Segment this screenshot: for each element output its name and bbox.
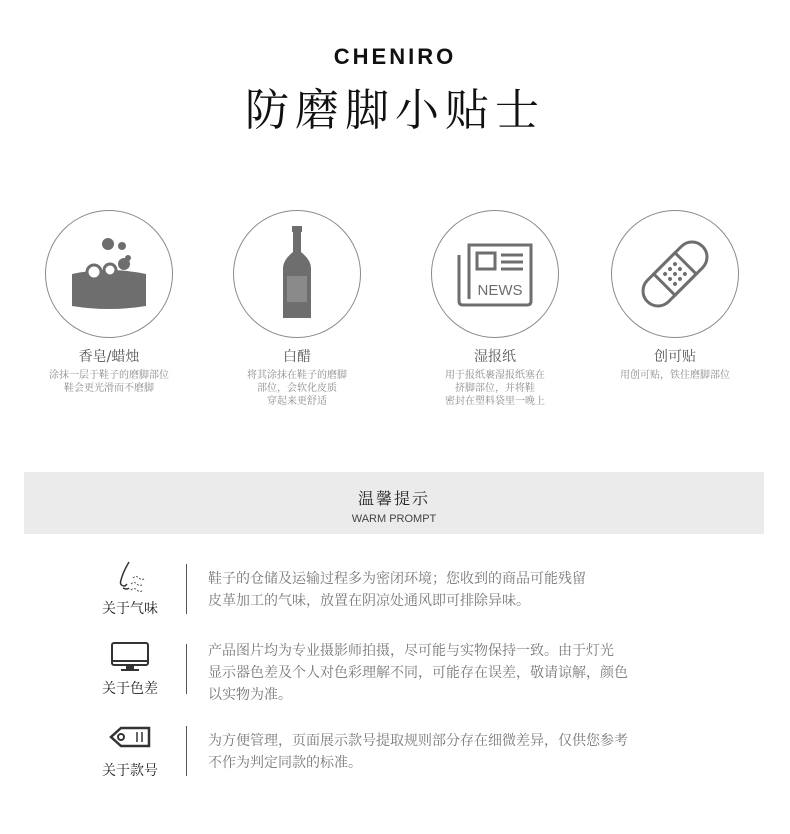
prompt-icon-wrap (90, 722, 170, 758)
prompt-icon-wrap (90, 640, 170, 676)
bandage-icon (630, 229, 720, 319)
tip-name: 创可贴 (654, 349, 696, 365)
prompt-text: 为方便管理，页面展示款号提取规则部分存在细微差异，仅供您参考 不作为判定同款的标准。 (208, 733, 628, 771)
newspaper-icon-label: NEWS (477, 282, 523, 299)
newspaper-icon (455, 241, 535, 307)
brand-logo: CHENIRO (333, 44, 457, 69)
tip-desc: 用创可贴，铁住磨脚部位 (620, 370, 730, 381)
tip-desc: 用于报纸裹湿报纸塞在 挤脚部位，并将鞋 密封在塑料袋里一晚上 (445, 370, 545, 407)
prompt-text: 鞋子的仓储及运输过程多为密闭环境；您收到的商品可能残留 皮革加工的气味，放置在阴凉处通风即可排除异味。 (208, 571, 586, 609)
tip-desc: 将其涂抹在鞋子的磨脚 部位，会软化皮质 穿起来更舒适 (247, 370, 347, 407)
prompt-divider (186, 644, 187, 694)
tip-bandage (590, 210, 760, 382)
warm-prompt-banner (24, 472, 764, 534)
price-tag-icon (107, 722, 153, 752)
prompt-smell (90, 560, 730, 620)
tip-name: 湿报纸 (474, 349, 516, 365)
page-title: 防磨脚小贴士 (245, 85, 545, 136)
tip-desc: 涂抹一层于鞋子的磨脚部位 鞋会更光滑而不磨脚 (49, 370, 169, 394)
tip-name: 香皂/蜡烛 (78, 349, 140, 365)
prompt-icon-wrap (90, 560, 170, 596)
smell-icon (113, 560, 147, 596)
soap-icon (64, 234, 154, 314)
prompt-text: 产品图片均为专业摄影师拍摄，尽可能与实物保持一致。由于灯光 显示器色差及个人对色彩理解不同，可能存在误差，敬请谅解，颜色 以实物为准。 (208, 643, 628, 703)
tip-icon-circle (45, 210, 173, 338)
prompt-divider (186, 564, 187, 614)
tip-newspaper (410, 210, 580, 408)
banner-subtitle: WARM PROMPT (351, 513, 437, 525)
tip-icon-circle (233, 210, 361, 338)
prompt-label: 关于款号 (102, 763, 158, 779)
tip-soap (24, 210, 194, 395)
tip-name: 白醋 (283, 349, 311, 365)
tip-icon-circle (611, 210, 739, 338)
prompt-style-number (90, 722, 730, 782)
prompt-divider (186, 726, 187, 776)
vinegar-bottle-icon (277, 224, 317, 324)
tip-vinegar (212, 210, 382, 408)
tip-icon-circle (431, 210, 559, 338)
prompt-color (90, 640, 730, 703)
prompt-label: 关于色差 (102, 681, 158, 697)
monitor-icon (110, 640, 150, 674)
banner-title: 温馨提示 (357, 489, 430, 508)
prompt-label: 关于气味 (102, 601, 158, 617)
